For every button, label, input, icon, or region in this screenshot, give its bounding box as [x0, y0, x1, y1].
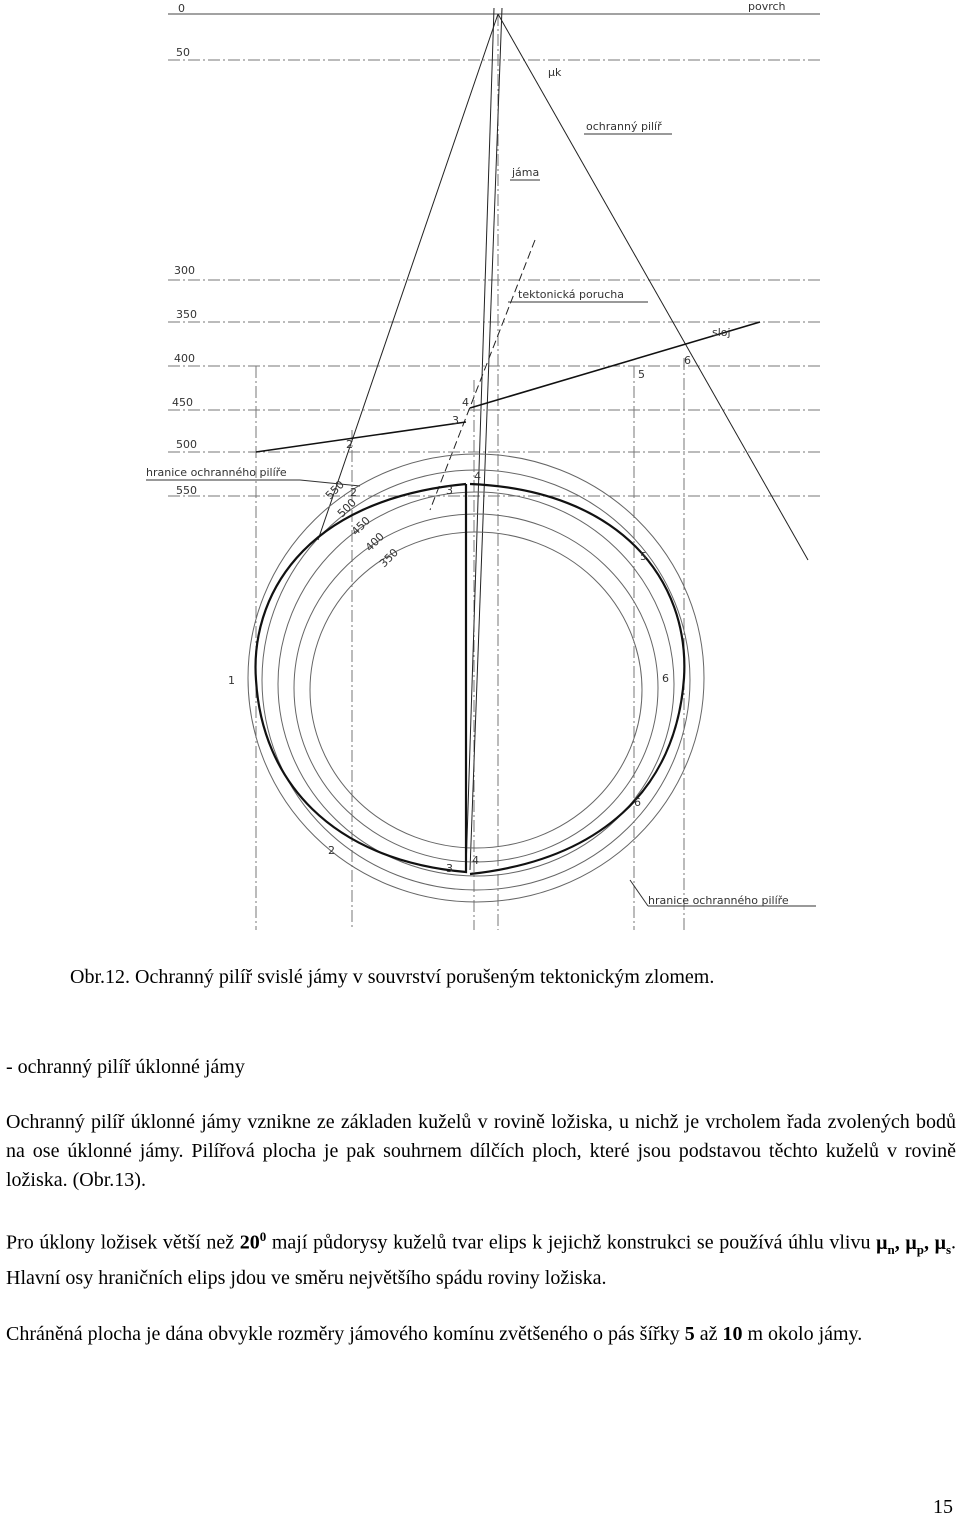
point-label-2-top: 2 [346, 438, 353, 451]
width-min: 5 [684, 1323, 695, 1345]
paragraph-2-text-1: Pro úklony ložisek větší než [6, 1231, 240, 1254]
depth-label-550: 550 [176, 484, 197, 497]
point-label-5-top: 5 [638, 368, 645, 381]
depth-label-50: 50 [176, 46, 190, 59]
point-label-1: 1 [228, 674, 235, 687]
fault-label: tektonická porucha [518, 288, 624, 301]
depth-label-400: 400 [174, 352, 195, 365]
depth-label-450: 450 [172, 396, 193, 409]
pillar-boundary [256, 484, 466, 872]
paragraph-2-text-3: . Hlavní osy hraničních elips jdou ve směru největšího spádu roviny ložiska. [6, 1231, 957, 1289]
point-label-2-bottom: 2 [328, 844, 335, 857]
paragraph-3 [6, 1320, 956, 1349]
contour-350 [310, 532, 642, 848]
page-number: 15 [933, 1496, 953, 1518]
width-max: 10 [722, 1323, 743, 1345]
depth-label-300: 300 [174, 264, 195, 277]
point-label-3-bottom: 3 [446, 862, 453, 875]
contour-label-500: 500 [334, 496, 359, 521]
angle-value: 20 [239, 1231, 260, 1254]
mu-n: $\mu_n$, $\mu_p$, $\mu_s$ [876, 1231, 952, 1257]
point-label-6-top: 6 [684, 354, 691, 367]
contour-label-550: 550 [322, 478, 347, 503]
paragraph-3-text-1: Chráněná plocha je dána obvykle rozměry jámového komínu zvětšeného o pás šířky [6, 1323, 685, 1345]
shaft-left [466, 8, 494, 870]
contour-550 [248, 454, 704, 902]
paragraph-3-text-2: m okolo jámy. [742, 1323, 863, 1345]
paragraph-3-mid: až [694, 1323, 723, 1345]
depth-label-0: 0 [178, 2, 185, 15]
point-label-4: 4 [474, 470, 481, 483]
contour-label-350: 350 [376, 546, 401, 571]
section-heading: - ochranný pilíř úklonné jámy [6, 1056, 245, 1078]
shaft-label: jáma [512, 166, 540, 179]
pillar-boundary-label-right: hranice ochranného pilíře [648, 894, 789, 907]
angle-degree: 0 [259, 1229, 267, 1244]
seam-label: sloj [712, 326, 731, 339]
figure-caption: Obr.12. Ochranný pilíř svislé jámy v souvrství porušeným tektonickým zlomem. [70, 966, 715, 988]
cone-right [498, 14, 808, 560]
point-label-2: 2 [350, 486, 357, 499]
contour-label-450: 450 [348, 514, 373, 539]
point-label-3-top: 3 [452, 414, 459, 427]
contour-500 [262, 470, 690, 890]
point-label-4-bottom: 4 [472, 854, 479, 867]
point-label-3: 3 [446, 484, 453, 497]
fault-line [430, 240, 535, 510]
point-label-4-top: 4 [462, 396, 469, 409]
pillar-boundary-label-left: hranice ochranného pilíře [146, 466, 287, 479]
shaft-right [470, 8, 502, 870]
depth-label-350: 350 [176, 308, 197, 321]
paragraph-1: Ochranný pilíř úklonné jámy vznikne ze základen kuželů v rovině ložiska, u nichž je vrcholem řada zvolených bodů na ose úklonné jámy. Pilířová plocha je pak souhrnem dílčích ploch, které jsou podstavou těchto kuželů v rovině ložiska. (Obr.13). [6, 1111, 956, 1191]
paragraph-2 [6, 1222, 956, 1293]
paragraph-2-text-2: mají půdorysy kuželů tvar elips k jejichž konstrukci se používá úhlu vlivu [266, 1231, 877, 1254]
cone-left [318, 14, 498, 540]
point-label-6: 6 [662, 672, 669, 685]
mu-k-label: μk [548, 66, 562, 79]
point-label-5: 5 [640, 550, 647, 563]
point-label-6-bottom: 6 [634, 796, 641, 809]
protective-pillar-label: ochranný pilíř [586, 120, 662, 133]
depth-label-500: 500 [176, 438, 197, 451]
contour-label-400: 400 [362, 530, 387, 555]
surface-label: povrch [748, 0, 786, 13]
